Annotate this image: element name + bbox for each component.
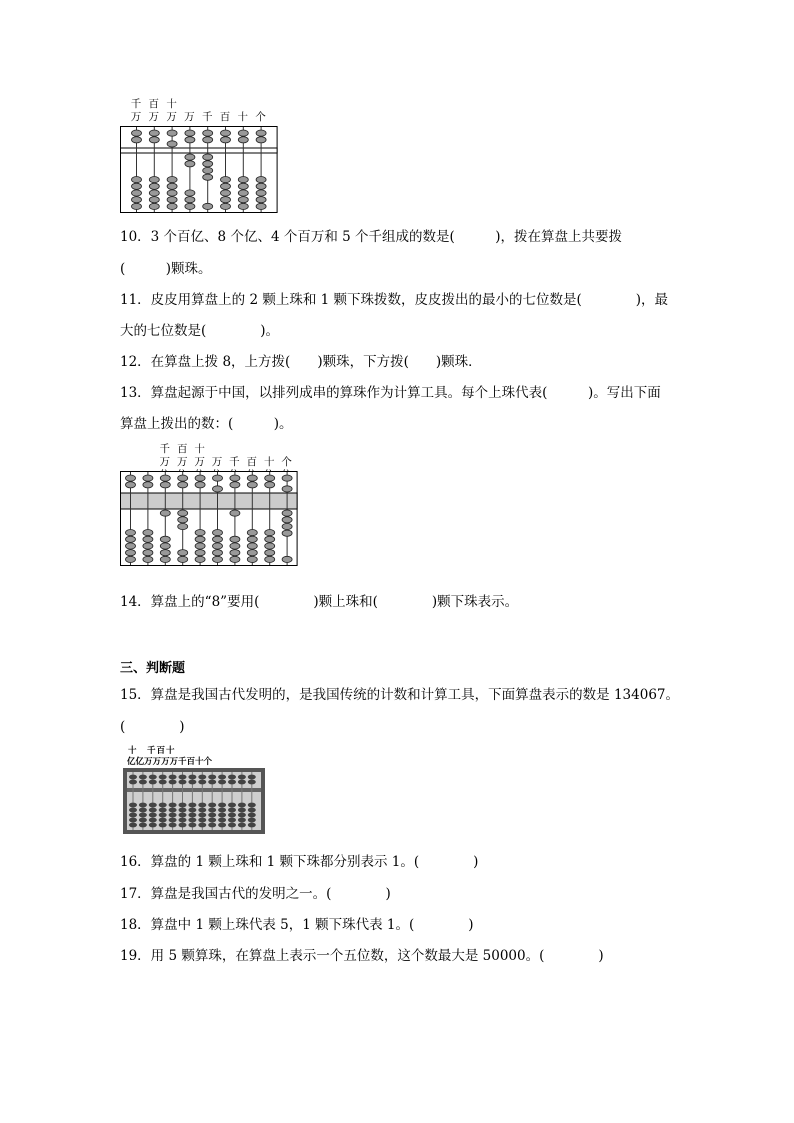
abacus-photo-label-bottom: 亿亿万万万万千百十个 [127, 757, 213, 767]
abacus-lower-bead [185, 154, 195, 160]
abacus-photo-bead [248, 823, 256, 828]
abacus-upper-bead [126, 475, 136, 481]
question-10-cont: ( )颗珠。 [120, 261, 212, 277]
abacus-lower-bead [265, 536, 275, 542]
abacus-upper-bead [256, 130, 266, 136]
abacus-photo-beam [127, 788, 261, 792]
abacus-photo-bead [129, 818, 137, 823]
abacus-lower-bead [160, 510, 170, 516]
abacus-rod-label: 万 [166, 111, 177, 123]
abacus-photo-bead [139, 780, 147, 785]
abacus-lower-bead [126, 550, 136, 556]
abacus-photo-bead [218, 780, 226, 785]
abacus-rod-label: 万 [159, 456, 171, 468]
abacus-photo-bead [188, 823, 196, 828]
abacus-beam [121, 493, 298, 509]
abacus-upper-bead [185, 137, 195, 143]
abacus-lower-bead [126, 556, 136, 562]
abacus-lower-bead [185, 197, 195, 203]
abacus-photo-bead [159, 813, 167, 818]
abacus-photo-bead [228, 823, 236, 828]
abacus-lower-bead [203, 203, 213, 209]
abacus-photo-bead [208, 808, 216, 813]
abacus-upper-bead [213, 475, 223, 481]
abacus-lower-bead [213, 556, 223, 562]
abacus-lower-bead [256, 190, 266, 196]
abacus-lower-bead [149, 190, 159, 196]
abacus-lower-bead [167, 203, 177, 209]
abacus-photo-bead [198, 775, 206, 780]
question-15-cont: ( ) [120, 719, 185, 735]
abacus-lower-bead [195, 530, 205, 536]
abacus-photo-bead [159, 823, 167, 828]
abacus-lower-bead [132, 177, 142, 183]
abacus-photo-bead [179, 775, 187, 780]
abacus-lower-bead [132, 183, 142, 189]
abacus-photo-bead [188, 780, 196, 785]
abacus-lower-bead [195, 543, 205, 549]
abacus-photo-bead [159, 780, 167, 785]
abacus-photo-bead [188, 808, 196, 813]
abacus-lower-bead [143, 543, 153, 549]
abacus-photo-bead [228, 808, 236, 813]
abacus-photo-bead [159, 818, 167, 823]
abacus-photo-bead [208, 775, 216, 780]
abacus-photo-bead [129, 775, 137, 780]
abacus-lower-bead [149, 197, 159, 203]
abacus-lower-bead [178, 517, 188, 523]
abacus-lower-bead [230, 543, 240, 549]
abacus-photo-bead [149, 775, 157, 780]
abacus-lower-bead [265, 543, 275, 549]
question-19: 19．用 5 颗算珠，在算盘上表示一个五位数，这个数最大是 50000。( ) [120, 948, 604, 964]
abacus-lower-bead [230, 550, 240, 556]
abacus-photo-bead [139, 775, 147, 780]
abacus-lower-bead [126, 530, 136, 536]
abacus-photo-bead [139, 808, 147, 813]
abacus-lower-bead [143, 550, 153, 556]
abacus-rod-label: 千 [201, 111, 213, 123]
abacus-photo-bead [149, 813, 157, 818]
section-heading-judgement: 三、判断题 [120, 661, 186, 676]
abacus-photo-bead [139, 813, 147, 818]
abacus-lower-bead [256, 203, 266, 209]
abacus-upper-bead [203, 137, 213, 143]
abacus-lower-bead [203, 167, 213, 173]
abacus-lower-bead [238, 203, 248, 209]
abacus-lower-bead [149, 177, 159, 183]
question-13-cont: 算盘上拨出的数：( )。 [120, 416, 293, 432]
abacus-lower-bead [126, 543, 136, 549]
abacus-lower-bead [238, 190, 248, 196]
question-12: 12．在算盘上拨 8，上方拨( )颗珠，下方拨( )颗珠． [120, 354, 482, 370]
abacus-rod-label: 万 [211, 456, 223, 468]
abacus-photo-bead [169, 775, 177, 780]
abacus-lower-bead [230, 510, 240, 516]
abacus-lower-bead [160, 536, 170, 542]
abacus-upper-bead [160, 482, 170, 488]
abacus-frame [121, 127, 278, 213]
abacus-lower-bead [247, 556, 257, 562]
abacus-lower-bead [203, 161, 213, 167]
abacus-upper-bead [149, 137, 159, 143]
abacus-lower-bead [167, 183, 177, 189]
question-13: 13．算盘起源于中国，以排列成串的算珠作为计算工具。每个上珠代表( )。写出下面 [120, 385, 661, 401]
abacus-lower-bead [282, 510, 292, 516]
abacus-lower-bead [247, 536, 257, 542]
abacus-upper-bead [282, 486, 292, 492]
abacus-lower-bead [160, 550, 170, 556]
abacus-upper-bead [143, 475, 153, 481]
abacus-rod-label: 万 [184, 111, 195, 123]
abacus-photo-bead [149, 780, 157, 785]
abacus-photo-bead [149, 808, 157, 813]
abacus-upper-bead [203, 130, 213, 136]
abacus-lower-bead [221, 197, 231, 203]
abacus-photo-bead [238, 818, 246, 823]
abacus-upper-bead [195, 482, 205, 488]
abacus-upper-bead [221, 130, 231, 136]
abacus-photo-bead [248, 775, 256, 780]
abacus-lower-bead [160, 556, 170, 562]
abacus-photo-bead [129, 813, 137, 818]
abacus-rod-label: 百 [176, 443, 188, 455]
abacus-lower-bead [195, 550, 205, 556]
abacus-photo-bead [198, 813, 206, 818]
abacus-upper-bead [221, 137, 231, 143]
abacus-photo-bead [129, 808, 137, 813]
abacus-lower-bead [247, 530, 257, 536]
abacus-rod-label: 万 [194, 456, 205, 468]
abacus-lower-bead [178, 550, 188, 556]
abacus-lower-bead [213, 536, 223, 542]
abacus-photo-bead [238, 803, 246, 808]
abacus-photo-bead [228, 813, 236, 818]
question-17: 17．算盘是我国古代的发明之一。( ) [120, 886, 391, 902]
abacus-photo-bead [218, 803, 226, 808]
abacus-photo-bead [248, 808, 256, 813]
abacus-lower-bead [256, 183, 266, 189]
abacus-photo-bead [149, 823, 157, 828]
abacus-upper-bead [160, 475, 170, 481]
abacus-lower-bead [213, 543, 223, 549]
abacus-lower-bead [221, 203, 231, 209]
abacus-photo-bead [248, 818, 256, 823]
abacus-photo-bead [208, 780, 216, 785]
abacus-photo-bead [208, 803, 216, 808]
abacus-lower-bead [126, 536, 136, 542]
abacus-lower-bead [282, 517, 292, 523]
abacus-lower-bead [132, 203, 142, 209]
abacus-rod-label: 百 [219, 111, 231, 123]
abacus-photo-bead [169, 813, 177, 818]
abacus-rod-label: 百 [246, 456, 258, 468]
abacus-lower-bead [143, 536, 153, 542]
abacus-photo-bead [179, 808, 187, 813]
abacus-photo-bead [149, 818, 157, 823]
abacus-rod-label: 万 [130, 111, 142, 123]
abacus-photo-bead [238, 808, 246, 813]
abacus-photo-bead [238, 775, 246, 780]
abacus-lower-bead [238, 197, 248, 203]
abacus-photo-bead [228, 780, 236, 785]
abacus-lower-bead [178, 523, 188, 529]
abacus-photo-bead [228, 775, 236, 780]
abacus-lower-bead [185, 203, 195, 209]
abacus-photo-bead [218, 775, 226, 780]
abacus-photo-label-top: 十 千百十 [128, 746, 176, 756]
abacus-lower-bead [195, 536, 205, 542]
question-18: 18．算盘中 1 颗上珠代表 5，1 颗下珠代表 1。( ) [120, 917, 474, 933]
abacus-photo-bead [129, 823, 137, 828]
abacus-lower-bead [282, 523, 292, 529]
abacus-lower-bead [178, 556, 188, 562]
abacus-lower-bead [282, 530, 292, 536]
abacus-photo-bead [248, 780, 256, 785]
abacus-photo-bead [198, 808, 206, 813]
abacus-photo-bead [139, 818, 147, 823]
abacus-lower-bead [256, 197, 266, 203]
abacus-lower-bead [143, 556, 153, 562]
abacus-upper-bead [185, 130, 195, 136]
abacus-photo-bead [188, 813, 196, 818]
abacus-photo-bead [238, 823, 246, 828]
abacus-upper-bead [230, 482, 240, 488]
abacus-photo-bead [198, 818, 206, 823]
abacus-lower-bead [230, 536, 240, 542]
abacus-photo-bead [149, 803, 157, 808]
abacus-photo-bead [198, 803, 206, 808]
abacus-photo-bead [218, 818, 226, 823]
abacus-photo-bead [159, 775, 167, 780]
question-14: 14．算盘上的“8”要用( )颗上珠和( )颗下珠表示。 [120, 594, 519, 610]
abacus-photo-bead [169, 823, 177, 828]
abacus-upper-bead [132, 137, 142, 143]
abacus-upper-bead [238, 137, 248, 143]
abacus-lower-bead [238, 183, 248, 189]
abacus-rod-label: 千 [130, 98, 142, 110]
abacus-lower-bead [178, 510, 188, 516]
abacus-photo-bead [129, 803, 137, 808]
abacus-photo-bead [169, 808, 177, 813]
abacus-photo-bead [159, 803, 167, 808]
abacus-upper-bead [178, 475, 188, 481]
abacus-lower-bead [213, 550, 223, 556]
abacus-photo-bead [248, 803, 256, 808]
abacus-upper-bead [238, 130, 248, 136]
abacus-upper-bead [126, 482, 136, 488]
question-16: 16．算盘的 1 颗上珠和 1 颗下珠都分别表示 1。( ) [120, 854, 479, 870]
abacus-photo-bead [188, 818, 196, 823]
question-10: 10．3 个百亿、8 个亿、4 个百万和 5 个千组成的数是( )，拨在算盘上共要拨 [120, 229, 623, 245]
abacus-lower-bead [213, 530, 223, 536]
abacus-photo-bead [248, 813, 256, 818]
abacus-photo-bead [208, 823, 216, 828]
abacus-upper-bead [132, 130, 142, 136]
abacus-lower-bead [167, 190, 177, 196]
abacus-photo-bead [188, 803, 196, 808]
abacus-photo-bead [179, 823, 187, 828]
abacus-lower-bead [185, 190, 195, 196]
abacus-upper-bead [265, 475, 275, 481]
abacus-lower-bead [143, 530, 153, 536]
abacus-rod-label: 个 [255, 111, 266, 123]
abacus-lower-bead [167, 177, 177, 183]
abacus-lower-bead [221, 190, 231, 196]
abacus-figure-2 [120, 443, 320, 583]
abacus-upper-bead [247, 475, 257, 481]
question-15: 15．算盘是我国古代发明的，是我国传统的计数和计算工具，下面算盘表示的数是 134067。 [120, 687, 680, 703]
abacus-upper-bead [282, 475, 292, 481]
abacus-rod-label: 万 [148, 111, 160, 123]
abacus-rod-label: 千 [159, 443, 171, 455]
abacus-lower-bead [203, 154, 213, 160]
abacus-lower-bead [265, 550, 275, 556]
abacus-photo-bead [159, 808, 167, 813]
question-11: 11．皮皮用算盘上的 2 颗上珠和 1 颗下珠拨数，皮皮拨出的最小的七位数是( )，最 [120, 292, 669, 308]
abacus-upper-bead [178, 482, 188, 488]
abacus-lower-bead [195, 556, 205, 562]
abacus-upper-bead [230, 475, 240, 481]
abacus-lower-bead [160, 543, 170, 549]
abacus-rod-label: 万 [176, 456, 188, 468]
abacus-lower-bead [185, 161, 195, 167]
abacus-upper-bead [256, 137, 266, 143]
abacus-photo-bead [169, 780, 177, 785]
abacus-rod-label: 个 [281, 456, 292, 468]
abacus-lower-bead [230, 556, 240, 562]
abacus-rod-label: 千 [229, 456, 240, 468]
abacus-photo-bead [208, 818, 216, 823]
abacus-photo-bead [238, 780, 246, 785]
abacus-photo-bead [218, 808, 226, 813]
abacus-photo-bead [208, 813, 216, 818]
abacus-photo-bead [228, 803, 236, 808]
abacus-frame-svg [120, 98, 279, 214]
abacus-upper-bead [195, 475, 205, 481]
abacus-photo-bead [139, 803, 147, 808]
abacus-photo [120, 744, 268, 836]
abacus-rod-label: 十 [194, 443, 205, 455]
abacus-photo-bead [179, 818, 187, 823]
abacus-photo-bead [198, 823, 206, 828]
question-11-cont: 大的七位数是( )。 [120, 323, 280, 339]
abacus-photo-bead [218, 813, 226, 818]
abacus-rod-label: 百 [148, 98, 160, 110]
abacus-upper-bead [213, 486, 223, 492]
abacus-lower-bead [256, 177, 266, 183]
abacus-photo-bead [179, 813, 187, 818]
abacus-photo-bead [179, 780, 187, 785]
abacus-figure-1 [120, 98, 276, 218]
abacus-photo-bead [228, 818, 236, 823]
abacus-photo-bead [188, 775, 196, 780]
abacus-lower-bead [149, 203, 159, 209]
abacus-lower-bead [282, 556, 292, 562]
abacus-rod-label: 十 [263, 456, 275, 468]
abacus-lower-bead [265, 556, 275, 562]
abacus-photo-bead [129, 780, 137, 785]
abacus-photo-bead [238, 813, 246, 818]
abacus-lower-bead [221, 177, 231, 183]
abacus-lower-bead [247, 550, 257, 556]
abacus-lower-bead [265, 530, 275, 536]
abacus-photo-bead [179, 803, 187, 808]
abacus-lower-bead [167, 197, 177, 203]
abacus-frame-svg [120, 443, 299, 567]
abacus-lower-bead [149, 183, 159, 189]
abacus-upper-bead [167, 141, 177, 147]
abacus-rod-label: 十 [237, 111, 249, 123]
abacus-lower-bead [203, 174, 213, 180]
abacus-lower-bead [132, 197, 142, 203]
abacus-lower-bead [238, 177, 248, 183]
abacus-upper-bead [149, 130, 159, 136]
abacus-rod-label: 十 [166, 98, 177, 110]
abacus-lower-bead [247, 543, 257, 549]
abacus-photo-bead [198, 780, 206, 785]
abacus-lower-bead [221, 183, 231, 189]
abacus-upper-bead [265, 482, 275, 488]
abacus-photo-bead [169, 818, 177, 823]
abacus-photo-bead [169, 803, 177, 808]
abacus-upper-bead [247, 482, 257, 488]
abacus-upper-bead [167, 130, 177, 136]
abacus-photo-bead [139, 823, 147, 828]
abacus-beam [121, 148, 278, 153]
abacus-photo-bead [218, 823, 226, 828]
abacus-upper-bead [143, 482, 153, 488]
abacus-lower-bead [132, 190, 142, 196]
